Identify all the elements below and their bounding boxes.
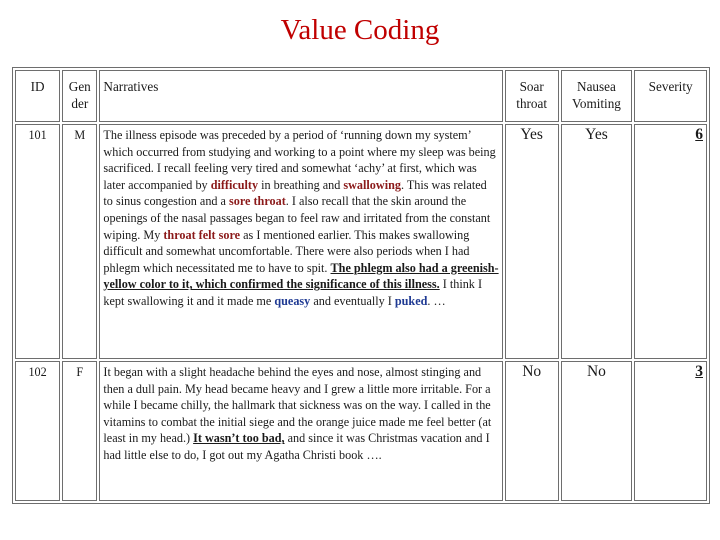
underlined-phrase: The phlegm also had a greenish-yellow color to it, which confirmed the significance of this illness. <box>103 260 499 292</box>
narrative-text: and since it was Christmas vacation and I had little else to do, I got out my Agatha Christi book …. <box>103 431 490 462</box>
severity-value: 6 <box>695 126 703 143</box>
narrative-text: The illness episode was preceded by a period of ‘running down my system’ which occurred from studying and working to a point where my sleep was being sacrificed. I recall feeling very tired and somewhat ‘achy’ at first, which was later accompanied by <box>103 128 496 192</box>
cell-severity <box>634 361 707 501</box>
cell-id: 102 <box>15 361 60 501</box>
narrative-text: as I mentioned earlier. This makes swallowing difficult and somewhat uncomfortable. There were also periods when I had phlegm which necessitated me to have to spit. <box>103 227 470 275</box>
narrative-text: in breathing and <box>258 177 344 192</box>
page-title: Value Coding <box>280 14 440 46</box>
header-narratives: Narratives <box>99 70 502 122</box>
header-id: ID <box>15 70 60 122</box>
cell-nausea-vomiting: Yes <box>561 124 633 359</box>
header-severity: Severity <box>634 70 707 122</box>
narrative-text: I think I kept swallowing it and it made me <box>103 277 482 308</box>
keyword-queasy: queasy <box>274 293 311 308</box>
keyword-swallowing: swallowing <box>343 177 401 192</box>
cell-nausea-vomiting: No <box>561 361 633 501</box>
header-gender: Gen der <box>62 70 97 122</box>
header-nausea-vomiting: Nausea Vomiting <box>561 70 633 122</box>
keyword-puked: puked <box>394 293 428 308</box>
cell-narrative <box>99 124 502 359</box>
narrative-text: . I also recall that the skin around the openings of the nasal passages began to feel raw and irritated from the constant wiping. My <box>103 194 491 242</box>
cell-severity <box>634 124 707 359</box>
cell-soar-throat: No <box>505 361 559 501</box>
narrative-text: . … <box>427 293 446 308</box>
keyword-sore-throat: sore throat <box>229 194 286 209</box>
underlined-phrase: It wasn’t too bad, <box>193 431 285 446</box>
table-header-row <box>15 70 707 122</box>
cell-soar-throat: Yes <box>505 124 559 359</box>
keyword-throat-felt-sore: throat felt sore <box>163 227 241 242</box>
narrative-text: and eventually I <box>310 293 395 308</box>
table-row <box>15 124 707 359</box>
cell-narrative <box>99 361 502 501</box>
cell-gender: F <box>62 361 97 501</box>
cell-id: 101 <box>15 124 60 359</box>
narrative-text: . This was related to sinus congestion and a <box>103 177 487 209</box>
keyword-difficulty: difficulty <box>210 177 259 192</box>
cell-gender: M <box>62 124 97 359</box>
header-soar-throat: Soar throat <box>505 70 559 122</box>
narrative-text: It began with a slight headache behind the eyes and nose, almost stinging and then a dull pain. My head became heavy and I grew a little more irritable. For a while I became chilly, the hallmark that sickness was on the way. I called in the vitamins to combat the initial siege and the orange juice made me feel better (at least in my head.) <box>103 365 492 446</box>
severity-value: 3 <box>695 363 703 380</box>
value-coding-table <box>12 67 710 504</box>
table-row <box>15 361 707 501</box>
